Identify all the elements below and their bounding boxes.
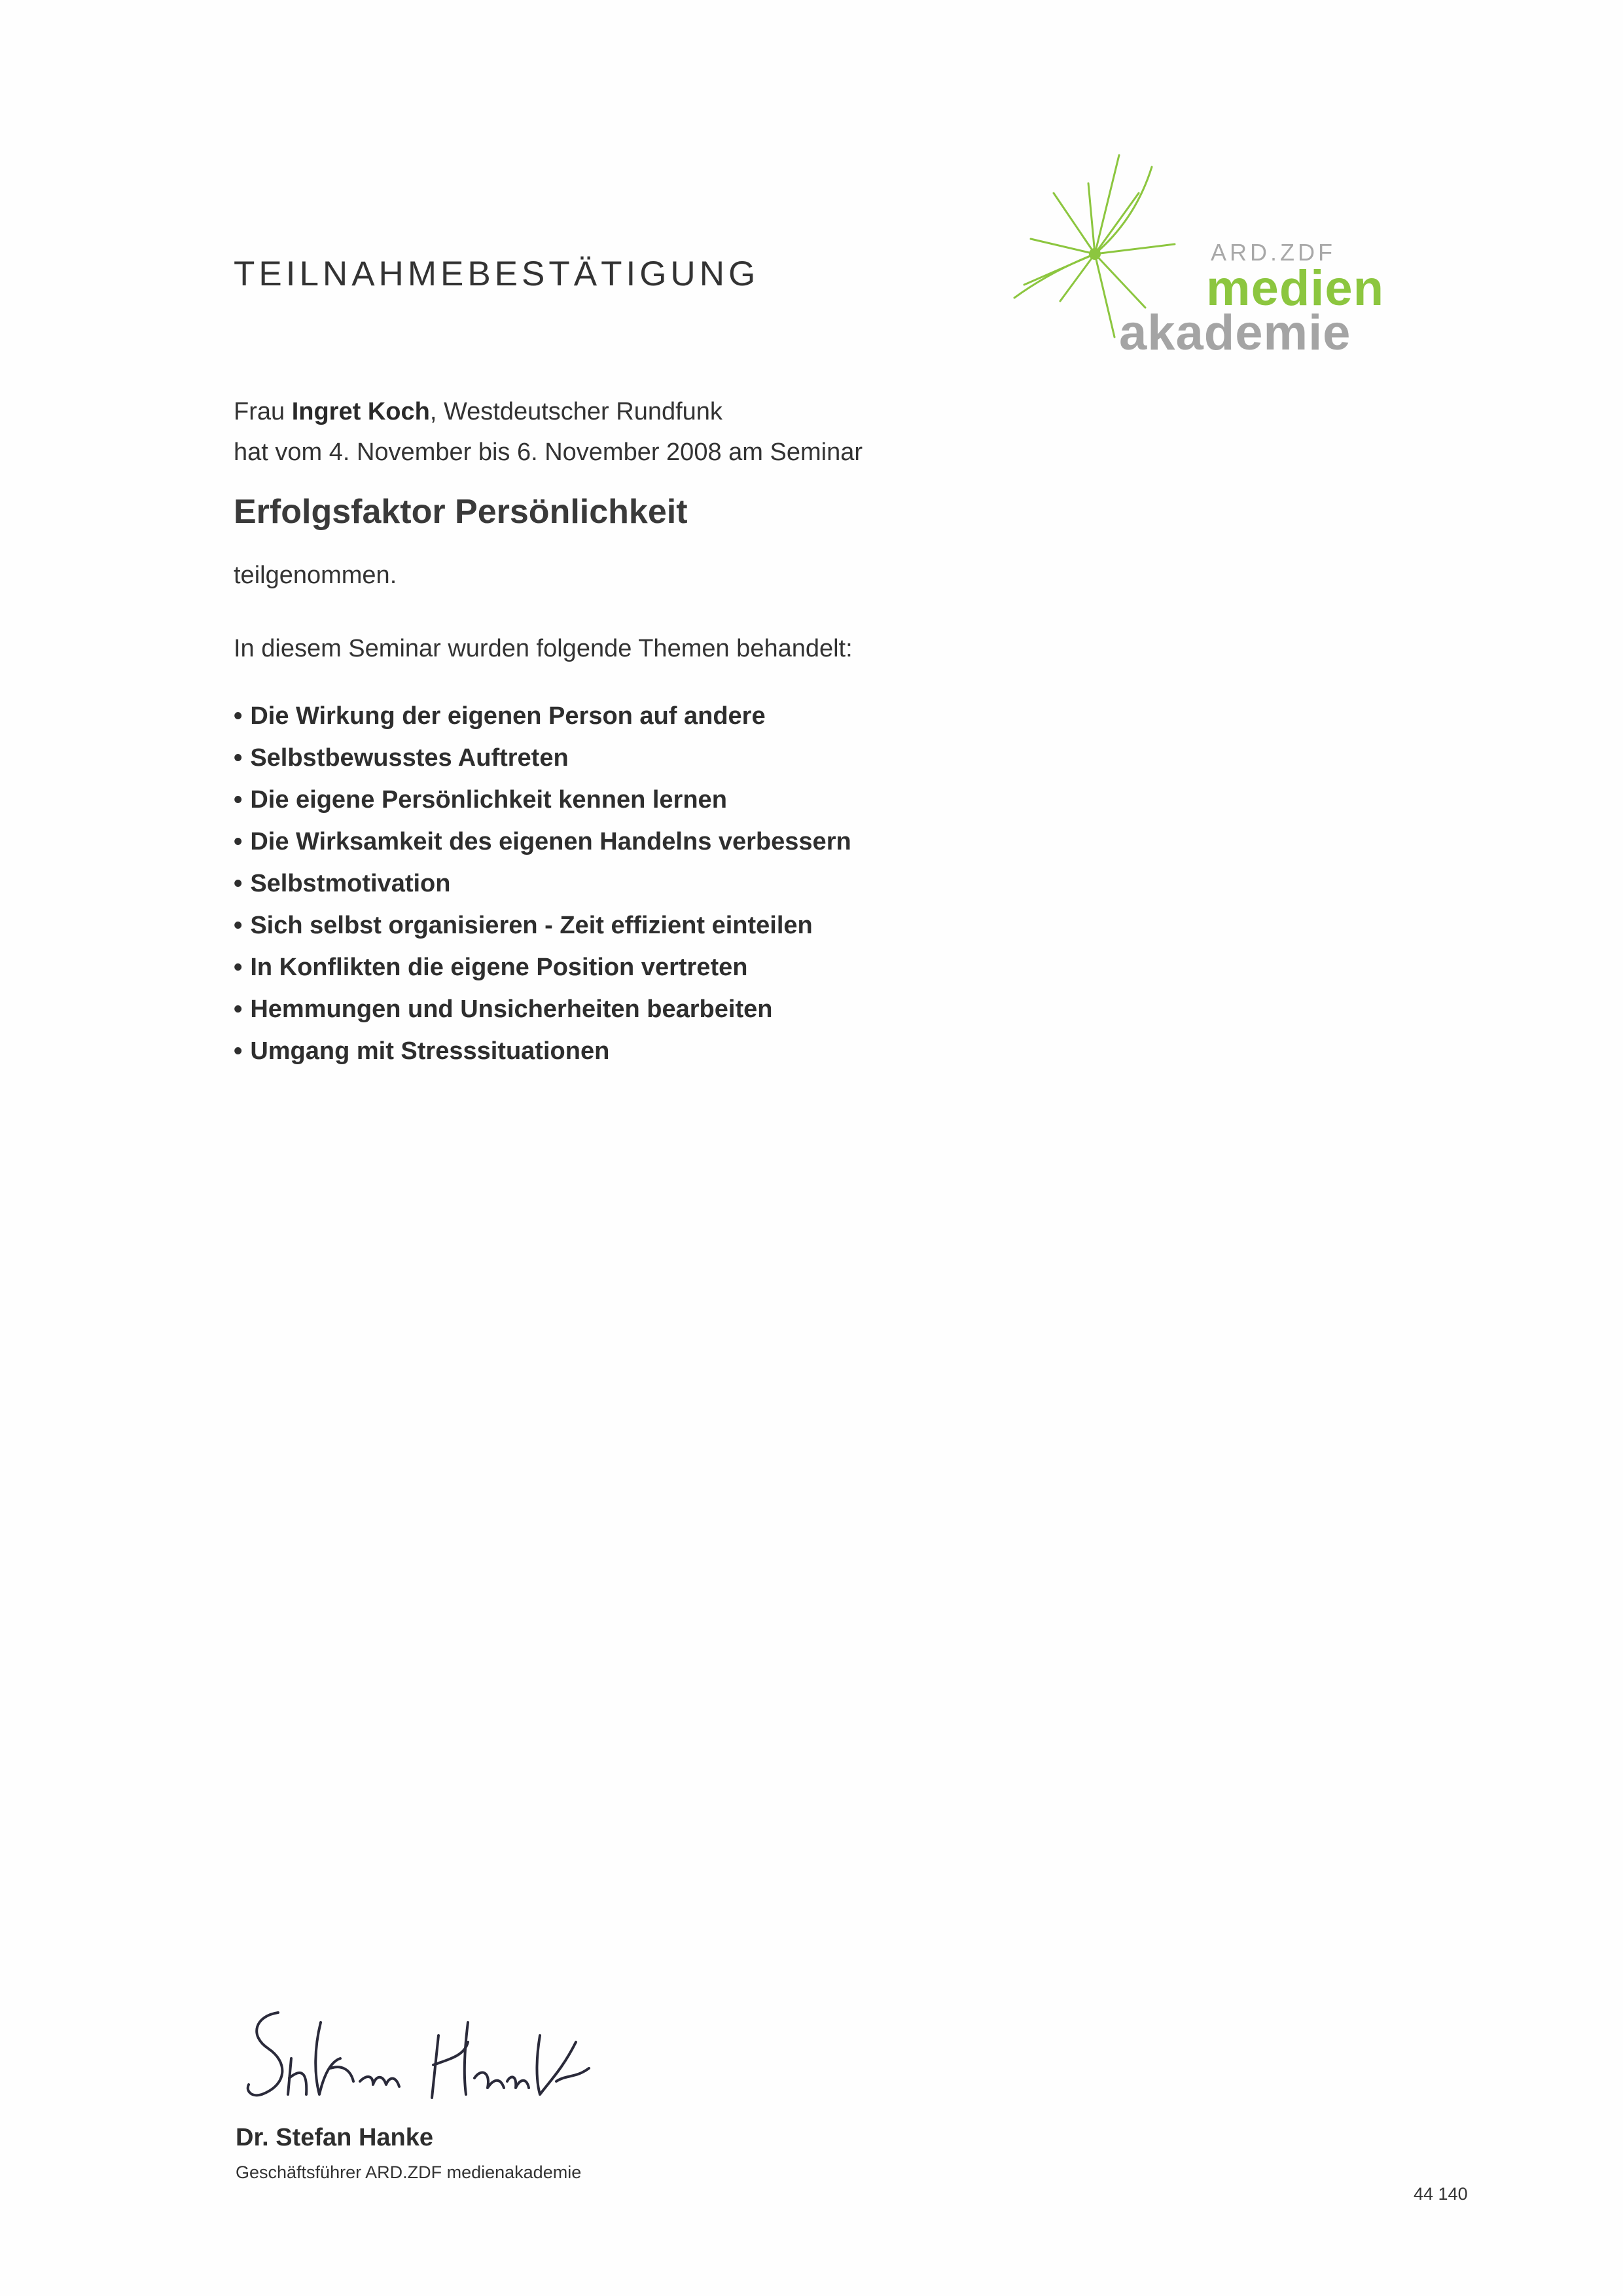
list-item: • Die eigene Persönlichkeit kennen lernen [234, 786, 727, 814]
salutation: Frau [234, 398, 285, 425]
topics-intro: In diesem Seminar wurden folgende Themen behandelt: [234, 635, 853, 662]
list-item: • Selbstmotivation [234, 870, 451, 897]
document-number: 44 140 [1414, 2184, 1468, 2204]
logo-akademie-text: akademie [1119, 305, 1351, 361]
participant-intro [234, 391, 863, 473]
list-item: • Hemmungen und Unsicherheiten bearbeiten [234, 996, 773, 1023]
list-item: • Umgang mit Stresssituationen [234, 1037, 610, 1065]
document-title: TEILNAHMEBESTÄTIGUNG [234, 255, 760, 293]
handwritten-signature [242, 1996, 596, 2108]
logo-ardzdf-text: ARD.ZDF [1211, 239, 1336, 266]
medienakademie-logo [1011, 147, 1391, 370]
topics-list [234, 695, 851, 1072]
list-item: • Selbstbewusstes Auftreten [234, 744, 569, 772]
list-item: • Die Wirkung der eigenen Person auf andere [234, 702, 766, 730]
signer-name: Dr. Stefan Hanke [236, 2124, 433, 2151]
participation-text: teilgenommen. [234, 562, 397, 589]
list-item: • Die Wirksamkeit des eigenen Handelns verbessern [234, 828, 851, 855]
list-item: • Sich selbst organisieren - Zeit effizient einteilen [234, 912, 813, 939]
list-item: • In Konflikten die eigene Position vertreten [234, 954, 748, 981]
signer-role: Geschäftsführer ARD.ZDF medienakademie [236, 2162, 582, 2182]
participant-name: Ingret Koch [291, 398, 430, 425]
seminar-title: Erfolgsfaktor Persönlichkeit [234, 493, 688, 531]
seminar-dates-line: hat vom 4. November bis 6. November 2008 am Seminar [234, 439, 863, 466]
logo-medien-text: medien [1206, 260, 1385, 316]
participant-line [234, 391, 863, 432]
participant-organization: , Westdeutscher Rundfunk [429, 398, 722, 425]
